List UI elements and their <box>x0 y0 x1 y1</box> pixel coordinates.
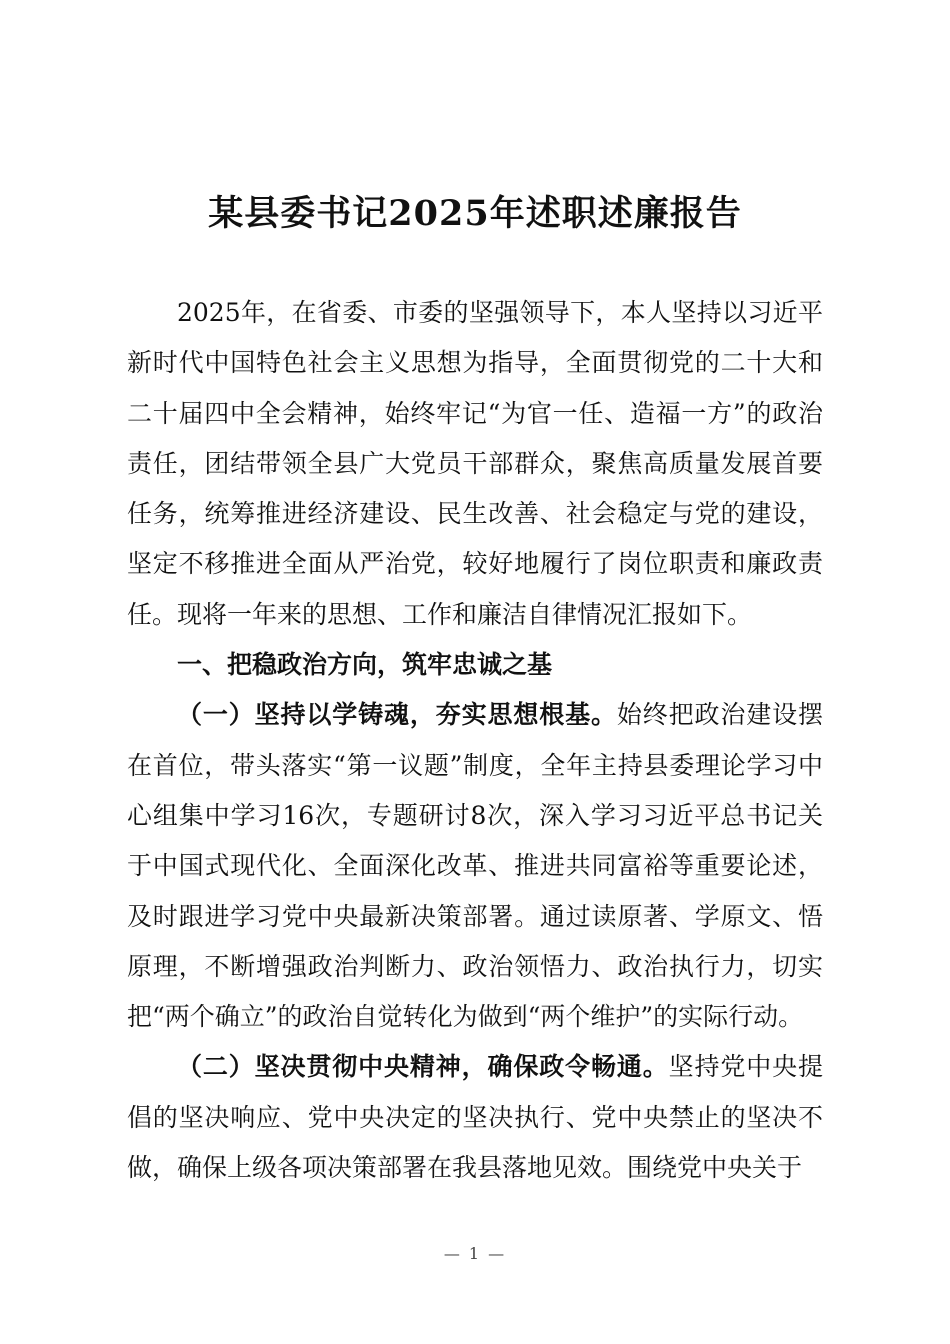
document-title: 某县委书记2025年述职述廉报告 <box>208 193 742 234</box>
item-body-1: 始终把政治建设摆在首位，带头落实“第一议题”制度，全年主持县委理论学习中心组集中学习16次，专题研讨8次，深入学习习近平总书记关于中国式现代化、全面深化改革、推进共同富裕等重要论述，及时跟进学习党中央最新决策部署。通过读原著、学原文、悟原理，不断增强政治判断力、政治领悟力、政治执行力，切实把“两个确立”的政治自觉转化为做到“两个维护”的实际行动。 <box>127 700 823 1032</box>
item-lead-1: （一）坚持以学铸魂，夯实思想根基。 <box>177 700 617 730</box>
item-body-2: 坚持党中央提倡的坚决响应、党中央决定的坚决执行、党中央禁止的坚决不做，确保上级各项决策部署在我县落地见效。围绕党中央关于 <box>127 1052 823 1183</box>
section-heading-1: 一、把稳政治方向，筑牢忠诚之基 <box>177 650 553 680</box>
item-paragraph-1 <box>127 690 823 1042</box>
intro-paragraph: 2025年，在省委、市委的坚强领导下，本人坚持以习近平新时代中国特色社会主义思想为指导，全面贯彻党的二十大和二十届四中全会精神，始终牢记“为官一任、造福一方”的政治责任，团结带领全县广大党员干部群众，聚焦高质量发展首要任务，统筹推进经济建设、民生改善、社会稳定与党的建设，坚定不移推进全面从严治党，较好地履行了岗位职责和廉政责任。现将一年来的思想、工作和廉洁自律情况汇报如下。 <box>127 298 823 629</box>
document-body <box>127 288 823 1193</box>
item-lead-2: （二）坚决贯彻中央精神，确保政令畅通。 <box>177 1052 669 1082</box>
page-number: — 1 — <box>443 1244 507 1263</box>
item-paragraph-2 <box>127 1042 823 1193</box>
